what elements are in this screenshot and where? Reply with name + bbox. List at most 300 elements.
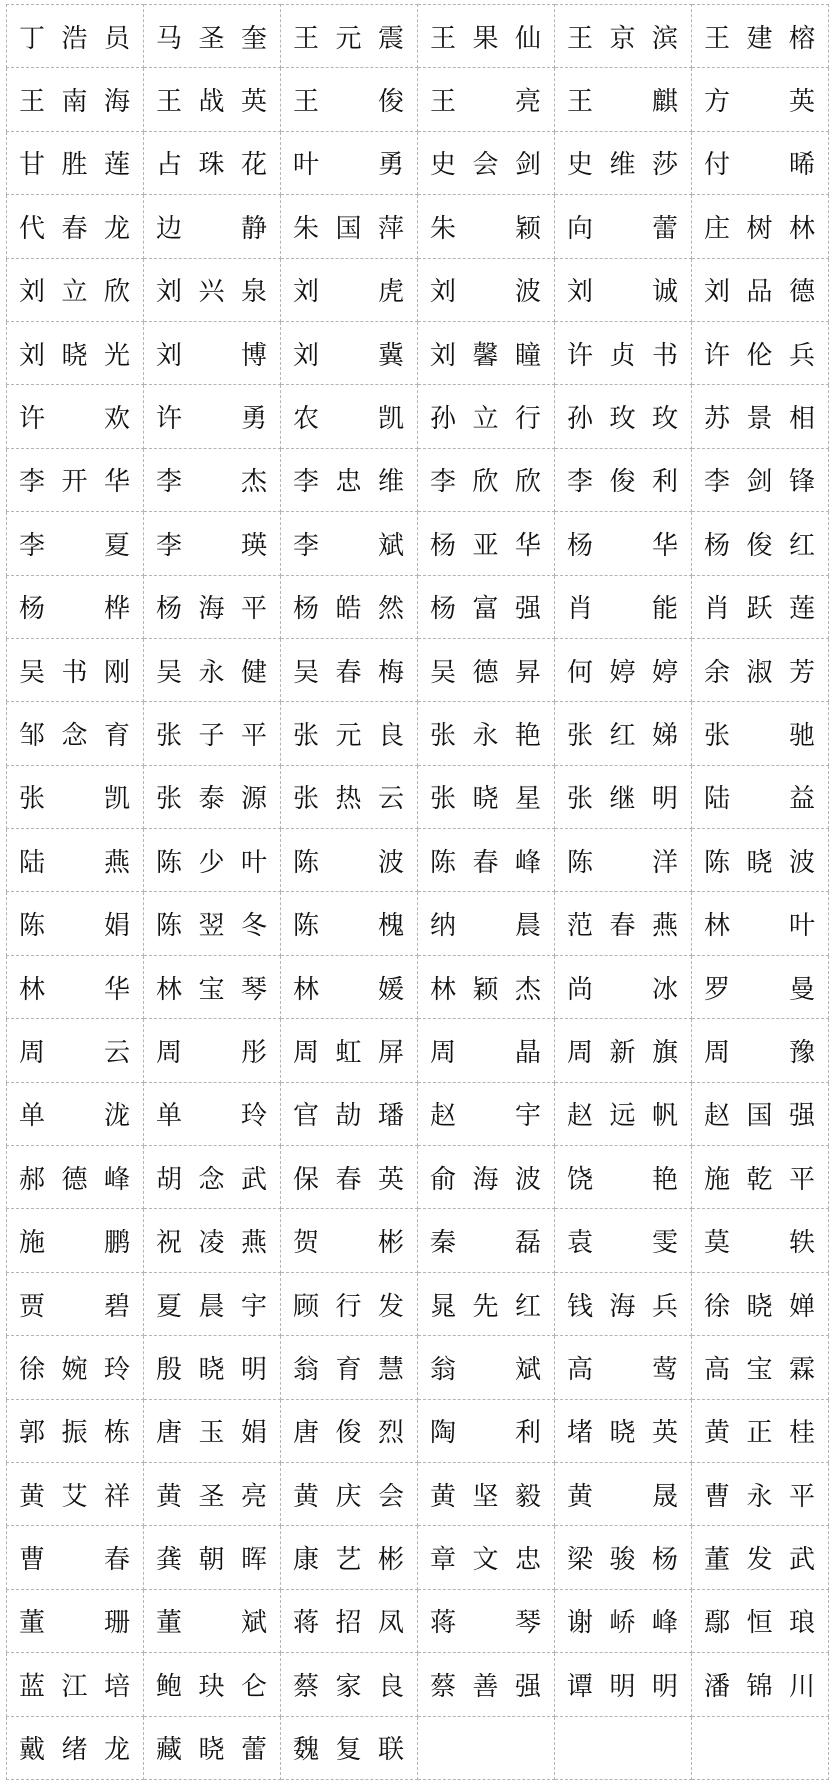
name-cell (555, 512, 692, 575)
person-name: 杨皓然 (293, 594, 405, 625)
person-name: 杨 华 (567, 530, 679, 561)
name-cell (7, 1399, 144, 1462)
name-cell (692, 765, 829, 828)
table-row (7, 1209, 829, 1272)
name-cell (692, 1336, 829, 1399)
name-cell (281, 1082, 418, 1145)
name-cell (281, 512, 418, 575)
person-name: 陶 利 (430, 1418, 542, 1449)
name-cell (281, 638, 418, 701)
person-name: 谢峤峰 (567, 1608, 679, 1639)
person-name: 陈春峰 (430, 847, 542, 878)
name-cell (555, 321, 692, 384)
person-name: 边 静 (156, 213, 268, 244)
person-name: 徐婉玲 (19, 1354, 131, 1385)
person-name: 戴绪龙 (19, 1735, 131, 1766)
name-cell (281, 1146, 418, 1209)
name-cell (555, 258, 692, 321)
person-name: 刘 波 (430, 277, 542, 308)
name-cell (692, 702, 829, 765)
name-cell (7, 702, 144, 765)
name-cell (7, 1716, 144, 1779)
name-cell (7, 1526, 144, 1589)
person-name: 夏晨宇 (156, 1291, 268, 1322)
person-name: 莫 轶 (704, 1228, 816, 1259)
person-name: 占珠花 (156, 150, 268, 181)
name-cell (7, 1589, 144, 1652)
name-cell (144, 1399, 281, 1462)
person-name: 蓝江培 (19, 1671, 131, 1702)
name-cell (144, 829, 281, 892)
name-cell (144, 1716, 281, 1779)
person-name: 李 夏 (19, 530, 131, 561)
table-row (7, 448, 829, 511)
name-cell (418, 1209, 555, 1272)
person-name: 徐晓婵 (704, 1291, 816, 1322)
person-name: 李忠维 (293, 467, 405, 498)
name-cell (144, 68, 281, 131)
person-name: 尚 冰 (567, 974, 679, 1005)
name-cell (7, 448, 144, 511)
name-cell (555, 385, 692, 448)
table-row (7, 1336, 829, 1399)
name-cell (7, 131, 144, 194)
name-cell (144, 1146, 281, 1209)
person-name: 庄树林 (704, 213, 816, 244)
person-name: 李欣欣 (430, 467, 542, 498)
name-cell (144, 1209, 281, 1272)
person-name: 李开华 (19, 467, 131, 498)
person-name: 陈晓波 (704, 847, 816, 878)
name-cell (7, 512, 144, 575)
person-name: 王京滨 (567, 23, 679, 54)
table-row (7, 1272, 829, 1335)
name-cell (555, 68, 692, 131)
name-cell (281, 1716, 418, 1779)
name-cell (281, 892, 418, 955)
empty-cell (692, 1716, 829, 1779)
table-row (7, 68, 829, 131)
name-cell (555, 448, 692, 511)
name-cell (144, 1462, 281, 1525)
name-cell (281, 1019, 418, 1082)
table-row (7, 1146, 829, 1209)
person-name: 潘锦川 (704, 1671, 816, 1702)
person-name: 王 麒 (567, 87, 679, 118)
person-name: 黄正桂 (704, 1418, 816, 1449)
name-cell (418, 258, 555, 321)
name-cell (692, 829, 829, 892)
name-cell (555, 1653, 692, 1716)
name-cell (7, 1653, 144, 1716)
name-cell (555, 1082, 692, 1145)
person-name: 鲍玦仑 (156, 1671, 268, 1702)
person-name: 许贞书 (567, 340, 679, 371)
person-name: 章文忠 (430, 1545, 542, 1576)
table-row (7, 829, 829, 892)
person-name: 史维莎 (567, 150, 679, 181)
table-row (7, 321, 829, 384)
person-name: 张子平 (156, 720, 268, 751)
name-cell (418, 1589, 555, 1652)
name-cell (7, 638, 144, 701)
name-cell (555, 1462, 692, 1525)
name-cell (144, 1589, 281, 1652)
person-name: 陆 燕 (19, 847, 131, 878)
person-name: 黄圣亮 (156, 1481, 268, 1512)
name-cell (281, 1462, 418, 1525)
name-cell (281, 1209, 418, 1272)
table-row (7, 638, 829, 701)
person-name: 王战英 (156, 87, 268, 118)
name-cell (144, 448, 281, 511)
table-row (7, 195, 829, 258)
person-name: 单 玲 (156, 1101, 268, 1132)
name-cell (281, 1399, 418, 1462)
name-cell (7, 955, 144, 1018)
person-name: 王南海 (19, 87, 131, 118)
person-name: 叶 勇 (293, 150, 405, 181)
person-name: 许伦兵 (704, 340, 816, 371)
person-name: 向 蕾 (567, 213, 679, 244)
name-cell (7, 1146, 144, 1209)
person-name: 周新旗 (567, 1037, 679, 1068)
table-row (7, 1082, 829, 1145)
person-name: 周 豫 (704, 1037, 816, 1068)
name-cell (692, 1209, 829, 1272)
person-name: 藏晓蕾 (156, 1735, 268, 1766)
table-row (7, 1589, 829, 1652)
person-name: 罗 曼 (704, 974, 816, 1005)
name-cell (555, 1019, 692, 1082)
table-row (7, 5, 829, 68)
name-cell (7, 1209, 144, 1272)
name-cell (144, 512, 281, 575)
person-name: 祝凌燕 (156, 1228, 268, 1259)
name-cell (144, 321, 281, 384)
person-name: 陆 益 (704, 784, 816, 815)
name-cell (144, 195, 281, 258)
name-cell (418, 5, 555, 68)
name-cell (692, 68, 829, 131)
name-cell (555, 829, 692, 892)
name-cell (144, 131, 281, 194)
name-cell (555, 1336, 692, 1399)
name-cell (7, 68, 144, 131)
person-name: 黄坚毅 (430, 1481, 542, 1512)
person-name: 张晓星 (430, 784, 542, 815)
person-name: 梁骏杨 (567, 1545, 679, 1576)
person-name: 赵 宇 (430, 1101, 542, 1132)
name-cell (418, 638, 555, 701)
person-name: 纳 晨 (430, 911, 542, 942)
person-name: 林宝琴 (156, 974, 268, 1005)
name-cell (555, 955, 692, 1018)
name-cell (555, 1146, 692, 1209)
table-row (7, 1716, 829, 1779)
name-cell (555, 1526, 692, 1589)
person-name: 吴德昇 (430, 657, 542, 688)
name-cell (692, 892, 829, 955)
name-cell (7, 5, 144, 68)
name-cell (692, 195, 829, 258)
person-name: 董 珊 (19, 1608, 131, 1639)
person-name: 肖跃莲 (704, 594, 816, 625)
name-cell (692, 1589, 829, 1652)
name-cell (281, 321, 418, 384)
person-name: 李 杰 (156, 467, 268, 498)
person-name: 殷晓明 (156, 1354, 268, 1385)
person-name: 刘立欣 (19, 277, 131, 308)
person-name: 刘 博 (156, 340, 268, 371)
person-name: 张热云 (293, 784, 405, 815)
table-row (7, 1526, 829, 1589)
name-cell (7, 829, 144, 892)
name-cell (555, 702, 692, 765)
name-cell (692, 131, 829, 194)
person-name: 李剑锋 (704, 467, 816, 498)
person-name: 唐玉娟 (156, 1418, 268, 1449)
name-cell (144, 765, 281, 828)
person-name: 黄庆会 (293, 1481, 405, 1512)
person-name: 黄艾祥 (19, 1481, 131, 1512)
person-name: 马圣奎 (156, 23, 268, 54)
name-cell (281, 765, 418, 828)
person-name: 林 叶 (704, 911, 816, 942)
name-cell (555, 638, 692, 701)
person-name: 刘品德 (704, 277, 816, 308)
table-row (7, 512, 829, 575)
name-cell (144, 892, 281, 955)
name-cell (7, 321, 144, 384)
person-name: 康艺彬 (293, 1545, 405, 1576)
person-name: 余淑芳 (704, 657, 816, 688)
person-name: 张永艳 (430, 720, 542, 751)
person-name: 龚朝晖 (156, 1545, 268, 1576)
name-cell (7, 1019, 144, 1082)
name-cell (144, 1272, 281, 1335)
person-name: 王建榕 (704, 23, 816, 54)
person-name: 董 斌 (156, 1608, 268, 1639)
person-name: 史会剑 (430, 150, 542, 181)
person-name: 吴书刚 (19, 657, 131, 688)
person-name: 陈翌冬 (156, 911, 268, 942)
name-cell (692, 1272, 829, 1335)
person-name: 饶 艳 (567, 1164, 679, 1195)
person-name: 胡念武 (156, 1164, 268, 1195)
person-name: 付 晞 (704, 150, 816, 181)
name-cell (692, 1146, 829, 1209)
name-cell (555, 1589, 692, 1652)
name-cell (144, 575, 281, 638)
person-name: 贺 彬 (293, 1228, 405, 1259)
name-cell (281, 702, 418, 765)
empty-cell (418, 1716, 555, 1779)
person-name: 林 华 (19, 974, 131, 1005)
person-name: 翁 斌 (430, 1354, 542, 1385)
name-cell (418, 1019, 555, 1082)
person-name: 郭振栋 (19, 1418, 131, 1449)
person-name: 谭明明 (567, 1671, 679, 1702)
name-cell (418, 1462, 555, 1525)
person-name: 杨富强 (430, 594, 542, 625)
name-cell (7, 765, 144, 828)
names-table (6, 4, 829, 1780)
person-name: 张红娣 (567, 720, 679, 751)
person-name: 曹 春 (19, 1545, 131, 1576)
name-cell (281, 385, 418, 448)
name-cell (7, 385, 144, 448)
person-name: 范春燕 (567, 911, 679, 942)
name-cell (692, 1082, 829, 1145)
empty-cell (555, 1716, 692, 1779)
name-cell (418, 448, 555, 511)
person-name: 何婷婷 (567, 657, 679, 688)
person-name: 许 勇 (156, 404, 268, 435)
name-cell (281, 5, 418, 68)
name-cell (7, 575, 144, 638)
person-name: 唐俊烈 (293, 1418, 405, 1449)
person-name: 许 欢 (19, 404, 131, 435)
person-name: 钱海兵 (567, 1291, 679, 1322)
person-name: 丁浩员 (19, 23, 131, 54)
person-name: 杨 桦 (19, 594, 131, 625)
name-cell (7, 1082, 144, 1145)
person-name: 刘兴泉 (156, 277, 268, 308)
name-cell (418, 1526, 555, 1589)
name-cell (281, 1589, 418, 1652)
person-name: 周 彤 (156, 1037, 268, 1068)
person-name: 杨俊红 (704, 530, 816, 561)
name-cell (692, 638, 829, 701)
name-cell (281, 195, 418, 258)
person-name: 杨海平 (156, 594, 268, 625)
person-name: 单 泷 (19, 1101, 131, 1132)
person-name: 翁育慧 (293, 1354, 405, 1385)
name-cell (144, 1336, 281, 1399)
name-cell (281, 1336, 418, 1399)
name-cell (555, 765, 692, 828)
name-cell (418, 321, 555, 384)
name-cell (281, 955, 418, 1018)
person-name: 农 凯 (293, 404, 405, 435)
table-row (7, 575, 829, 638)
name-cell (144, 638, 281, 701)
person-name: 张元良 (293, 720, 405, 751)
person-name: 董发武 (704, 1545, 816, 1576)
name-cell (281, 131, 418, 194)
name-cell (555, 1399, 692, 1462)
table-row (7, 892, 829, 955)
names-table-body (7, 5, 829, 1780)
name-cell (418, 1082, 555, 1145)
table-row (7, 1019, 829, 1082)
name-cell (281, 829, 418, 892)
person-name: 代春龙 (19, 213, 131, 244)
name-cell (281, 68, 418, 131)
person-name: 李 瑛 (156, 530, 268, 561)
name-cell (418, 1653, 555, 1716)
name-cell (692, 575, 829, 638)
person-name: 陈 娟 (19, 911, 131, 942)
person-name: 鄢恒琅 (704, 1608, 816, 1639)
name-cell (418, 385, 555, 448)
name-cell (555, 575, 692, 638)
name-cell (418, 702, 555, 765)
name-cell (281, 575, 418, 638)
table-row (7, 1653, 829, 1716)
name-cell (144, 1526, 281, 1589)
table-row (7, 1462, 829, 1525)
person-name: 肖 能 (567, 594, 679, 625)
person-name: 陈 洋 (567, 847, 679, 878)
person-name: 朱国萍 (293, 213, 405, 244)
name-cell (692, 321, 829, 384)
name-cell (144, 702, 281, 765)
name-cell (418, 1336, 555, 1399)
person-name: 曹永平 (704, 1481, 816, 1512)
person-name: 王 俊 (293, 87, 405, 118)
table-row (7, 1399, 829, 1462)
person-name: 陈 槐 (293, 911, 405, 942)
name-cell (692, 448, 829, 511)
name-cell (418, 829, 555, 892)
table-row (7, 702, 829, 765)
person-name: 刘 冀 (293, 340, 405, 371)
person-name: 苏景相 (704, 404, 816, 435)
name-cell (418, 1146, 555, 1209)
name-cell (144, 1082, 281, 1145)
person-name: 方 英 (704, 87, 816, 118)
person-name: 蒋 琴 (430, 1608, 542, 1639)
person-name: 郝德峰 (19, 1164, 131, 1195)
name-cell (7, 258, 144, 321)
name-cell (144, 1019, 281, 1082)
person-name: 官劼璠 (293, 1101, 405, 1132)
person-name: 蔡家良 (293, 1671, 405, 1702)
person-name: 周 云 (19, 1037, 131, 1068)
name-cell (692, 258, 829, 321)
person-name: 高 莺 (567, 1354, 679, 1385)
person-name: 施乾平 (704, 1164, 816, 1195)
name-cell (555, 1209, 692, 1272)
person-name: 王元震 (293, 23, 405, 54)
person-name: 李 斌 (293, 530, 405, 561)
table-row (7, 955, 829, 1018)
person-name: 周虹屏 (293, 1037, 405, 1068)
person-name: 赵国强 (704, 1101, 816, 1132)
person-name: 刘晓光 (19, 340, 131, 371)
person-name: 张 凯 (19, 784, 131, 815)
name-cell (281, 258, 418, 321)
name-cell (692, 955, 829, 1018)
person-name: 邹念育 (19, 720, 131, 751)
name-cell (692, 385, 829, 448)
person-name: 蒋招凤 (293, 1608, 405, 1639)
person-name: 张 驰 (704, 720, 816, 751)
name-cell (7, 1272, 144, 1335)
name-cell (692, 5, 829, 68)
name-cell (7, 195, 144, 258)
person-name: 朱 颖 (430, 213, 542, 244)
name-cell (281, 1653, 418, 1716)
name-cell (7, 892, 144, 955)
name-cell (144, 258, 281, 321)
name-cell (144, 385, 281, 448)
person-name: 王果仙 (430, 23, 542, 54)
name-cell (281, 1526, 418, 1589)
person-name: 蔡善强 (430, 1671, 542, 1702)
